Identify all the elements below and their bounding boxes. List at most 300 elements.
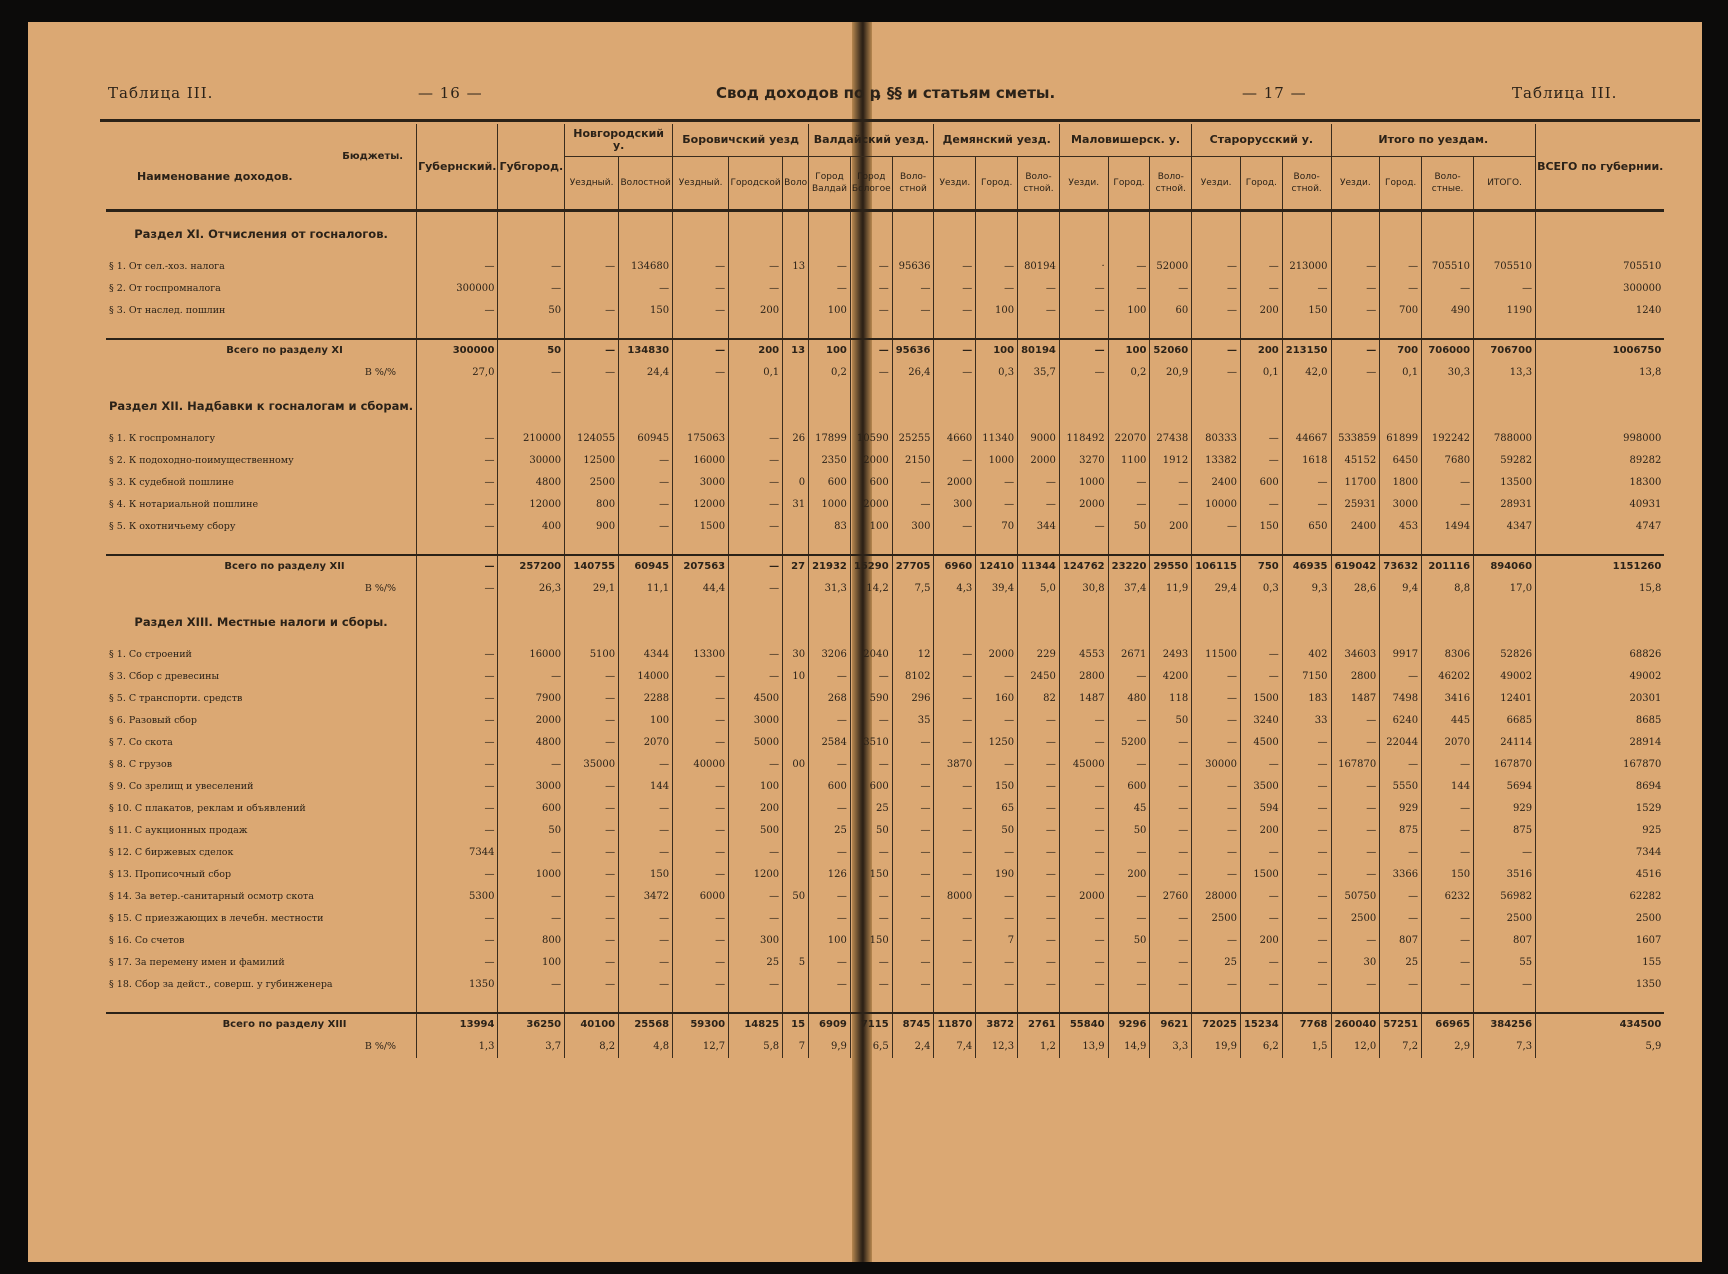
cell-value: — xyxy=(934,362,976,384)
cell-value: 5,9 xyxy=(1536,1036,1665,1058)
cell-value: 9,4 xyxy=(1380,578,1422,600)
cell-value xyxy=(1059,384,1108,428)
cell-value: 45152 xyxy=(1331,450,1380,472)
cell-value xyxy=(783,211,809,257)
cell-value: — xyxy=(1331,930,1380,952)
cell-value: — xyxy=(673,776,729,798)
cell-value: 875 xyxy=(1380,820,1422,842)
cell-value: 100 xyxy=(1108,339,1150,362)
cell-value: 3000 xyxy=(673,472,729,494)
cell-value: — xyxy=(934,666,976,688)
cell-value: — xyxy=(1108,710,1150,732)
cell-value: 807 xyxy=(1474,930,1536,952)
cell-value: 17899 xyxy=(809,428,851,450)
cell-value xyxy=(1474,538,1536,555)
cell-value: — xyxy=(892,908,934,930)
cell-value: 14825 xyxy=(729,1013,783,1036)
cell-value: — xyxy=(1150,798,1192,820)
cell-value xyxy=(1108,600,1150,644)
cell-value: 150 xyxy=(1422,864,1474,886)
cell-value xyxy=(565,600,619,644)
cell-value: — xyxy=(565,908,619,930)
cell-value: 200 xyxy=(1240,300,1282,322)
cell-value: — xyxy=(1018,842,1060,864)
revenue-table xyxy=(106,124,1664,1058)
cell-value: — xyxy=(417,256,498,278)
cell-value: — xyxy=(1018,710,1060,732)
cell-value: — xyxy=(1422,908,1474,930)
cell-value: — xyxy=(417,666,498,688)
cell-value: 73632 xyxy=(1380,555,1422,578)
cell-value: — xyxy=(1150,842,1192,864)
cell-value xyxy=(1018,600,1060,644)
cell-value: 30,3 xyxy=(1422,362,1474,384)
cell-value: 11344 xyxy=(1018,555,1060,578)
cell-value: — xyxy=(673,666,729,688)
cell-value xyxy=(850,211,892,257)
cell-value xyxy=(1150,211,1192,257)
cell-value: 0,1 xyxy=(729,362,783,384)
cell-value: — xyxy=(1331,339,1380,362)
cell-value xyxy=(673,996,729,1013)
cell-value: 4800 xyxy=(498,472,565,494)
cell-value: — xyxy=(619,908,673,930)
cell-value: — xyxy=(1059,776,1108,798)
cell-value xyxy=(783,600,809,644)
cell-value xyxy=(783,776,809,798)
cell-value: 140755 xyxy=(565,555,619,578)
cell-value xyxy=(783,996,809,1013)
cell-value: — xyxy=(1380,666,1422,688)
cell-value: 213000 xyxy=(1282,256,1331,278)
cell-value: 4500 xyxy=(1240,732,1282,754)
cell-value: 183 xyxy=(1282,688,1331,710)
cell-value: 3516 xyxy=(1474,864,1536,886)
cell-value xyxy=(729,322,783,339)
cell-value: — xyxy=(1240,494,1282,516)
cell-value: — xyxy=(1192,339,1241,362)
cell-value: 7,3 xyxy=(1474,1036,1536,1058)
cell-value xyxy=(783,300,809,322)
cell-value: 100 xyxy=(809,930,851,952)
cell-value: 12401 xyxy=(1474,688,1536,710)
cell-value: — xyxy=(1380,886,1422,908)
cell-value: 925 xyxy=(1536,820,1665,842)
cell-value: 167870 xyxy=(1331,754,1380,776)
cell-value: — xyxy=(976,974,1018,996)
cell-value xyxy=(783,384,809,428)
cell-value xyxy=(1108,211,1150,257)
cell-value: 11340 xyxy=(976,428,1018,450)
cell-value: 13,8 xyxy=(1536,362,1665,384)
cell-value: 4,8 xyxy=(619,1036,673,1058)
cell-value: 1607 xyxy=(1536,930,1665,952)
cell-value: 1,3 xyxy=(417,1036,498,1058)
cell-value: — xyxy=(934,516,976,538)
cell-value: 6,2 xyxy=(1240,1036,1282,1058)
cell-value: — xyxy=(729,974,783,996)
cell-value: 37,4 xyxy=(1108,578,1150,600)
cell-value: — xyxy=(1059,732,1108,754)
row-label: § 1. Со строений xyxy=(109,649,192,660)
cell-value: 207563 xyxy=(673,555,729,578)
col-header: Город. xyxy=(1240,157,1282,211)
table-row xyxy=(106,644,1664,666)
row-label xyxy=(106,538,417,555)
cell-value: — xyxy=(1018,494,1060,516)
cell-value: 2500 xyxy=(1192,908,1241,930)
cell-value: — xyxy=(1422,472,1474,494)
cell-value: 150 xyxy=(1240,516,1282,538)
cell-value xyxy=(1380,538,1422,555)
cell-value: 706000 xyxy=(1422,339,1474,362)
section-heading xyxy=(106,384,1664,428)
cell-value: 100 xyxy=(619,710,673,732)
cell-value: 9,3 xyxy=(1282,578,1331,600)
cell-value xyxy=(1380,996,1422,1013)
cell-value xyxy=(783,974,809,996)
cell-value xyxy=(1422,996,1474,1013)
cell-value xyxy=(1331,996,1380,1013)
cell-value: — xyxy=(976,908,1018,930)
cell-value: — xyxy=(673,864,729,886)
cell-value xyxy=(1282,996,1331,1013)
cell-value: 150 xyxy=(619,864,673,886)
cell-value: 50 xyxy=(498,339,565,362)
cell-value xyxy=(565,211,619,257)
cell-value: 10590 xyxy=(850,428,892,450)
cell-value: 49002 xyxy=(1474,666,1536,688)
cell-value: 875 xyxy=(1474,820,1536,842)
cell-value: 706700 xyxy=(1474,339,1536,362)
cell-value: 10 xyxy=(783,666,809,688)
cell-value: — xyxy=(729,644,783,666)
cell-value: 201116 xyxy=(1422,555,1474,578)
cell-value: 50 xyxy=(498,300,565,322)
cell-value: — xyxy=(1422,754,1474,776)
cell-value xyxy=(565,384,619,428)
cell-value: — xyxy=(1474,278,1536,300)
cell-value: — xyxy=(809,842,851,864)
cell-value xyxy=(783,578,809,600)
col-header: Воло-стной. xyxy=(1282,157,1331,211)
cell-value: — xyxy=(673,339,729,362)
cell-value: 23220 xyxy=(1108,555,1150,578)
cell-value: — xyxy=(1018,798,1060,820)
cell-value: 590 xyxy=(850,688,892,710)
cell-value xyxy=(1150,600,1192,644)
cell-value: 50 xyxy=(783,886,809,908)
cell-value xyxy=(1059,996,1108,1013)
cell-value: — xyxy=(1331,798,1380,820)
cell-value: 11700 xyxy=(1331,472,1380,494)
cell-value: 83 xyxy=(809,516,851,538)
cell-value xyxy=(1422,384,1474,428)
cell-value: — xyxy=(892,842,934,864)
cell-value: 384256 xyxy=(1474,1013,1536,1036)
cell-value: — xyxy=(1150,278,1192,300)
cell-value: 2584 xyxy=(809,732,851,754)
cell-value: — xyxy=(850,710,892,732)
cell-value: — xyxy=(417,450,498,472)
table-row xyxy=(106,428,1664,450)
cell-value: — xyxy=(417,688,498,710)
cell-value: — xyxy=(1282,886,1331,908)
cell-value: — xyxy=(417,300,498,322)
group-header: Старорусский у. xyxy=(1192,124,1331,157)
cell-value xyxy=(976,600,1018,644)
cell-value: 27438 xyxy=(1150,428,1192,450)
cell-value: 594 xyxy=(1240,798,1282,820)
cell-value xyxy=(1192,384,1241,428)
total-row xyxy=(106,555,1664,578)
cell-value: 453 xyxy=(1380,516,1422,538)
cell-value: 11500 xyxy=(1192,644,1241,666)
cell-value xyxy=(892,211,934,257)
cell-value: 434500 xyxy=(1536,1013,1665,1036)
cell-value xyxy=(1059,322,1108,339)
cell-value: 600 xyxy=(850,776,892,798)
cell-value: 30000 xyxy=(1192,754,1241,776)
cell-value: 2450 xyxy=(1018,666,1060,688)
cell-value: — xyxy=(1240,644,1282,666)
cell-value xyxy=(809,384,851,428)
cell-value: 17,0 xyxy=(1474,578,1536,600)
cell-value: 300000 xyxy=(1536,278,1665,300)
cell-value: 2040 xyxy=(850,644,892,666)
cell-value: — xyxy=(729,428,783,450)
cell-value: — xyxy=(1192,776,1241,798)
cell-value: — xyxy=(892,300,934,322)
cell-value: 6,5 xyxy=(850,1036,892,1058)
right-table-tag: Таблица III. xyxy=(1512,84,1618,102)
cell-value: — xyxy=(1331,732,1380,754)
cell-value: — xyxy=(729,908,783,930)
cell-value: 28914 xyxy=(1536,732,1665,754)
cell-value xyxy=(976,322,1018,339)
cell-value: 25568 xyxy=(619,1013,673,1036)
cell-value xyxy=(417,322,498,339)
cell-value: — xyxy=(417,644,498,666)
cell-value: — xyxy=(1059,864,1108,886)
row-label: § 15. С приезжающих в лечебн. местности xyxy=(109,913,324,924)
cell-value: — xyxy=(1282,908,1331,930)
cell-value: — xyxy=(1282,820,1331,842)
cell-value: 100 xyxy=(1108,300,1150,322)
cell-value xyxy=(783,930,809,952)
cell-value: — xyxy=(417,908,498,930)
row-label: § 1. К госпромналогу xyxy=(109,433,216,444)
cell-value: 25 xyxy=(809,820,851,842)
cell-value: — xyxy=(1059,930,1108,952)
cell-value: — xyxy=(1192,300,1241,322)
cell-value: 00 xyxy=(783,754,809,776)
cell-value: 50 xyxy=(1108,930,1150,952)
cell-value: 124055 xyxy=(565,428,619,450)
percent-row xyxy=(106,1036,1664,1058)
cell-value: — xyxy=(1150,776,1192,798)
cell-value: 2761 xyxy=(1018,1013,1060,1036)
row-label: Раздел XI. Отчисления от госналогов. xyxy=(106,211,417,257)
cell-value: 80194 xyxy=(1018,339,1060,362)
cell-value xyxy=(1108,322,1150,339)
cell-value: 24114 xyxy=(1474,732,1536,754)
cell-value: — xyxy=(809,278,851,300)
cell-value: — xyxy=(673,300,729,322)
cell-value xyxy=(498,322,565,339)
cell-value: 62282 xyxy=(1536,886,1665,908)
cell-value xyxy=(1150,996,1192,1013)
cell-value xyxy=(1380,384,1422,428)
cell-value xyxy=(809,996,851,1013)
cell-value: 100 xyxy=(850,516,892,538)
cell-value: 60945 xyxy=(619,428,673,450)
cell-value: 300000 xyxy=(417,339,498,362)
row-label xyxy=(106,322,417,339)
cell-value: — xyxy=(417,776,498,798)
cell-value: — xyxy=(934,776,976,798)
cell-value: 12 xyxy=(892,644,934,666)
cell-value: 15234 xyxy=(1240,1013,1282,1036)
cell-value: 4747 xyxy=(1536,516,1665,538)
cell-value: 30,8 xyxy=(1059,578,1108,600)
left-table-tag: Таблица III. xyxy=(108,84,214,102)
cell-value: 192242 xyxy=(1422,428,1474,450)
cell-value: 3472 xyxy=(619,886,673,908)
cell-value: — xyxy=(619,754,673,776)
cell-value: — xyxy=(1331,300,1380,322)
cell-value xyxy=(1192,322,1241,339)
cell-value: 4,3 xyxy=(934,578,976,600)
cell-value: — xyxy=(934,732,976,754)
cell-value: 200 xyxy=(1108,864,1150,886)
cell-value: 1912 xyxy=(1150,450,1192,472)
row-label: § 6. Разовый сбор xyxy=(109,715,197,726)
cell-value: 49002 xyxy=(1536,666,1665,688)
cell-value: 3872 xyxy=(976,1013,1018,1036)
cell-value xyxy=(1150,538,1192,555)
cell-value: — xyxy=(1380,842,1422,864)
cell-value: 26 xyxy=(783,428,809,450)
cell-value xyxy=(417,211,498,257)
cell-value xyxy=(1380,600,1422,644)
cell-value: 2000 xyxy=(1059,494,1108,516)
cell-value xyxy=(934,538,976,555)
cell-value: 900 xyxy=(565,516,619,538)
cell-value: 7115 xyxy=(850,1013,892,1036)
cell-value: — xyxy=(565,339,619,362)
cell-value: — xyxy=(1192,974,1241,996)
cell-value: 80194 xyxy=(1018,256,1060,278)
cell-value: — xyxy=(498,842,565,864)
cell-value: — xyxy=(934,688,976,710)
cell-value: 705510 xyxy=(1536,256,1665,278)
cell-value xyxy=(1018,211,1060,257)
cell-value: 1000 xyxy=(1059,472,1108,494)
cell-value: 0,1 xyxy=(1240,362,1282,384)
cell-value: — xyxy=(1422,798,1474,820)
cell-value: — xyxy=(892,930,934,952)
cell-value xyxy=(619,538,673,555)
cell-value: 11,9 xyxy=(1150,578,1192,600)
group-header: Демянский уезд. xyxy=(934,124,1059,157)
cell-value: — xyxy=(498,886,565,908)
cell-value: — xyxy=(1018,300,1060,322)
cell-value: 144 xyxy=(1422,776,1474,798)
table-row xyxy=(106,300,1664,322)
cell-value: 5,8 xyxy=(729,1036,783,1058)
cell-value: 10000 xyxy=(1192,494,1241,516)
cell-value xyxy=(850,538,892,555)
cell-value: — xyxy=(850,278,892,300)
cell-value: — xyxy=(417,798,498,820)
cell-value: 2,4 xyxy=(892,1036,934,1058)
cell-value: 31,3 xyxy=(809,578,851,600)
cell-value: — xyxy=(1108,278,1150,300)
cell-value: — xyxy=(1331,362,1380,384)
cell-value: — xyxy=(565,688,619,710)
cell-value: 44667 xyxy=(1282,428,1331,450)
cell-value xyxy=(1422,322,1474,339)
group-header: Валдайский уезд. xyxy=(809,124,934,157)
col-header: Губгород. xyxy=(498,124,565,211)
cell-value: — xyxy=(1240,256,1282,278)
cell-value: 13994 xyxy=(417,1013,498,1036)
cell-value xyxy=(783,516,809,538)
cell-value: — xyxy=(729,278,783,300)
table-row xyxy=(106,710,1664,732)
cell-value: 1500 xyxy=(1240,864,1282,886)
cell-value xyxy=(619,996,673,1013)
cell-value: 0,2 xyxy=(1108,362,1150,384)
cell-value: 26,4 xyxy=(892,362,934,384)
col-header: Уездный. xyxy=(673,157,729,211)
cell-value: 52060 xyxy=(1150,339,1192,362)
cell-value: 200 xyxy=(729,300,783,322)
cell-value: 0,2 xyxy=(809,362,851,384)
cell-value: 31 xyxy=(783,494,809,516)
cell-value xyxy=(783,798,809,820)
cell-value: — xyxy=(850,754,892,776)
cell-value: — xyxy=(976,666,1018,688)
cell-value: 13,9 xyxy=(1059,1036,1108,1058)
col-header: Город. xyxy=(976,157,1018,211)
cell-value: — xyxy=(1150,974,1192,996)
cell-value: — xyxy=(892,974,934,996)
group-header: Итого по уездам. xyxy=(1331,124,1536,157)
cell-value xyxy=(1380,211,1422,257)
group-header: Новгородский у. xyxy=(565,124,673,157)
cell-value: 27705 xyxy=(892,555,934,578)
cell-value: — xyxy=(850,908,892,930)
cell-value: 705510 xyxy=(1422,256,1474,278)
cell-value: — xyxy=(1059,339,1108,362)
table-row xyxy=(106,974,1664,996)
cell-value: 200 xyxy=(729,339,783,362)
cell-value: 402 xyxy=(1282,644,1331,666)
cell-value: 100 xyxy=(729,776,783,798)
cell-value: — xyxy=(1108,952,1150,974)
cell-value: — xyxy=(619,472,673,494)
cell-value: 2500 xyxy=(1331,908,1380,930)
cell-value: — xyxy=(729,472,783,494)
document-title-cont: , §§ и статьям сметы. xyxy=(876,84,1056,102)
cell-value: 1494 xyxy=(1422,516,1474,538)
cell-value: 82 xyxy=(1018,688,1060,710)
cell-value: — xyxy=(673,710,729,732)
cell-value: 21932 xyxy=(809,555,851,578)
cell-value: — xyxy=(1059,820,1108,842)
